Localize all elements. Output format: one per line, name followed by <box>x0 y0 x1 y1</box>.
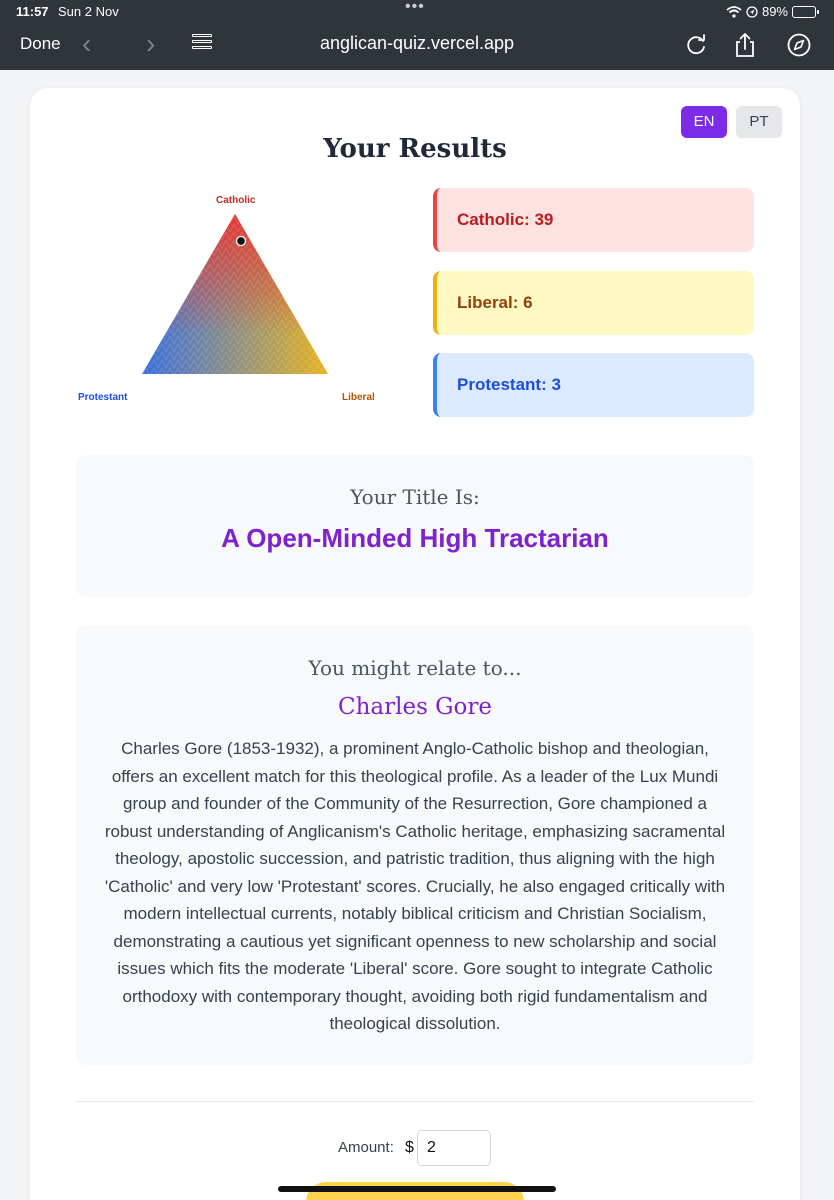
ternary-triangle-chart <box>60 184 400 424</box>
triangle-texture <box>142 214 328 374</box>
relate-panel <box>76 625 754 1065</box>
score-protestant: Protestant: 3 <box>433 353 754 417</box>
done-button[interactable]: Done <box>20 34 61 53</box>
relate-name: Charles Gore <box>337 694 493 720</box>
relate-description: Charles Gore (1853-1932), a prominent Anglo-Catholic bishop and theologian, offers an excellent match for this theological profile. As a leader of the Lux Mundi group and founder of the Community of the Resurrection, Gore championed a robust understanding of Anglicanism's Catholic heritage, emphasizing sacramental theology, apostolic succession, and patristic tradition, thus aligning with the high 'Catholic' and very low 'Protestant' scores. Crucially, he also engaged critically with modern intellectual currents, notably biblical criticism and Christian Socialism, demonstrating a cautious yet significant openness to new scholarship and social issues which fits the moderate 'Liberal' score. Gore sought to integrate Catholic orthodoxy with contemporary thought, avoiding both rigid fundamentalism and theological dissolution. <box>104 739 726 1033</box>
section-divider <box>76 1101 754 1102</box>
amount-input[interactable] <box>417 1130 491 1166</box>
results-card <box>30 88 800 1200</box>
currency-symbol: $ <box>405 1139 414 1156</box>
amount-label: Amount: <box>338 1139 394 1156</box>
battery-icon <box>792 6 816 18</box>
triangle-label-protestant: Protestant <box>78 392 128 403</box>
status-right <box>726 4 816 19</box>
forward-chevron-icon[interactable]: › <box>146 28 156 59</box>
status-time: 11:57 <box>16 4 49 19</box>
home-indicator <box>278 1186 556 1192</box>
lang-en-button[interactable]: EN <box>681 106 727 138</box>
reload-icon[interactable] <box>684 32 710 58</box>
triangle-label-liberal: Liberal <box>342 392 375 403</box>
status-bar <box>0 0 834 20</box>
back-chevron-icon[interactable]: ‹ <box>82 28 92 59</box>
score-liberal: Liberal: 6 <box>433 271 754 335</box>
browser-chrome <box>0 0 834 70</box>
url-bar[interactable]: anglican-quiz.vercel.app <box>319 33 515 53</box>
compass-icon[interactable] <box>786 32 812 58</box>
score-catholic: Catholic: 39 <box>433 188 754 252</box>
status-date: Sun 2 Nov <box>58 4 119 19</box>
share-icon[interactable] <box>732 32 758 58</box>
relate-heading: You might relate to... <box>308 656 522 680</box>
triangle-label-catholic: Catholic <box>216 195 256 206</box>
title-heading: Your Title Is: <box>350 485 480 509</box>
battery-percent: 89% <box>761 4 788 19</box>
title-value: A Open-Minded High Tractarian <box>221 523 609 553</box>
result-marker <box>237 237 246 246</box>
lang-pt-button[interactable]: PT <box>736 106 782 138</box>
wifi-icon <box>726 6 742 18</box>
location-icon <box>746 6 758 18</box>
multitask-dots-icon[interactable]: ••• <box>405 0 425 15</box>
page-title: Your Results <box>323 134 507 164</box>
title-panel <box>76 455 754 597</box>
browser-toolbar <box>0 28 834 62</box>
